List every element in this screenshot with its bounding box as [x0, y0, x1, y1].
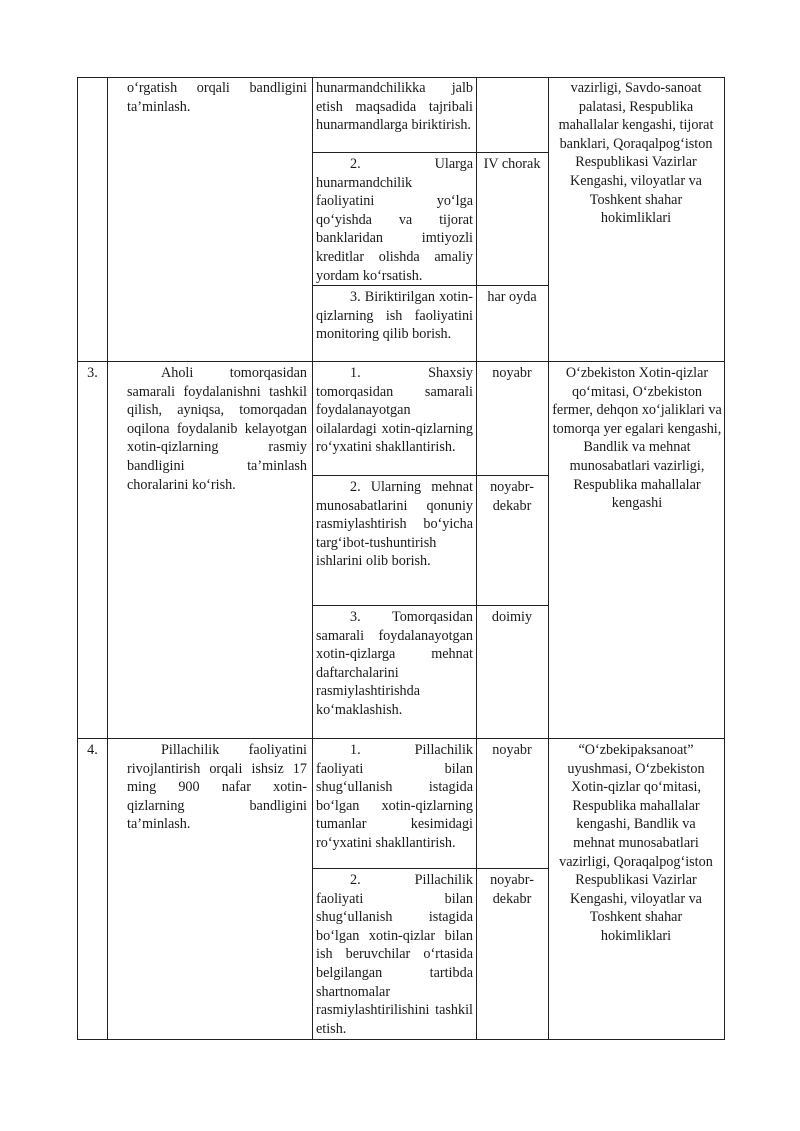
deadline-cell: IV chorak	[483, 156, 541, 172]
measure-cell: 3. Tomorqasidan samarali foydalanayotgan xotin-qizlarga mehnat daftarchalarini rasmiylashtirishda ko‘maklashish.	[316, 609, 473, 718]
action-cell: o‘rgatish orqali bandligini ta’minlash.	[127, 80, 307, 115]
measure-cell: 3. Biriktirilgan xotin-qizlarning ish faoliyatini monitoring qilib borish.	[316, 289, 473, 343]
action-cell: Pillachilik faoliyatini rivojlantirish orqali ishsiz 17 ming 900 nafar xotin-qizlarning bandligini ta’minlash.	[127, 742, 307, 833]
measure-cell: 2. Ularga hunarmandchilik faoliyatini yo‘lga qo‘yishda va tijorat banklaridan imtiyozli kreditlar olishda amaliy yordam ko‘rsatish.	[316, 156, 473, 284]
table-border-bottom	[77, 1039, 725, 1040]
deadline-cell: doimiy	[491, 609, 533, 625]
deadline-cell: noyabr-dekabr	[490, 479, 534, 514]
action-cell: Aholi tomorqasidan samarali foydalanishni tashkil qilish, ayniqsa, tomorqadan oqilona foydalanib kelayotgan xotin-qizlarning rasmiy bandligini ta’minlash choralarini ko‘rish.	[127, 365, 307, 493]
measure-cell: 2. Pillachilik faoliyati bilan shug‘ullanish istagida bo‘lgan xotin-qizlar bilan ish beruvchilar o‘rtasida belgilangan tartibda shartnomalar rasmiylashtirilishini tashkil etish.	[316, 872, 473, 1037]
deadline-cell: har oyda	[487, 289, 537, 305]
row-number: 3.	[87, 365, 98, 381]
measure-cell: 1. Shaxsiy tomorqasidan samarali foydalanayotgan oilalardagi xotin-qizlarning ro‘yxatini shakllantirish.	[316, 365, 473, 456]
deadline-cell: noyabr	[492, 365, 532, 381]
measure-cell: 1. Pillachilik faoliyati bilan shug‘ullanish istagida bo‘lgan xotin-qizlarning tumanlar kesimidagi ro‘yxatini shakllantirish.	[316, 742, 473, 851]
responsible-cell: vazirligi, Savdo-sanoat palatasi, Respublika mahallalar kengashi, tijorat banklari, Qoraqalpog‘iston Respublikasi Vazirlar Kengashi, viloyatlar va Toshkent shahar hokimliklari	[558, 80, 714, 227]
deadline-cell: noyabr-dekabr	[490, 872, 534, 907]
responsible-cell: “O‘zbekipaksanoat” uyushmasi, O‘zbekiston Xotin-qizlar qo‘mitasi, Respublika mahallalar kengashi, Bandlik va mehnat munosabatlari vazirligi, Qoraqalpog‘iston Respublikasi Vazirlar Kengashi, viloyatlar va Toshkent shahar hokimliklari	[559, 742, 713, 944]
responsible-cell: O‘zbekiston Xotin-qizlar qo‘mitasi, O‘zbekiston fermer, dehqon xo‘jaliklari va tomorqa yer egalari kengashi, Bandlik va mehnat munosabatlari vazirligi, Respublika mahallalar kengashi	[552, 365, 722, 512]
column-divider-num	[107, 77, 108, 1040]
column-divider-measure	[476, 77, 477, 1040]
row-separator-3	[77, 361, 725, 362]
subrow-separator	[312, 152, 548, 153]
subrow-separator	[312, 868, 548, 869]
column-divider-action	[312, 77, 313, 1040]
table-border-right	[724, 77, 725, 1040]
table-border-left	[77, 77, 78, 1040]
column-divider-deadline	[548, 77, 549, 1040]
subrow-separator	[312, 475, 548, 476]
subrow-separator	[312, 605, 548, 606]
measure-cell: hunarmandchilikka jalb etish maqsadida tajribali hunarmandlarga biriktirish.	[316, 80, 473, 134]
deadline-cell: noyabr	[492, 742, 532, 758]
row-number: 4.	[87, 742, 98, 758]
row-separator-4	[77, 738, 725, 739]
measure-cell: 2. Ularning mehnat munosabatlarini qonuniy rasmiylashtirish bo‘yicha targ‘ibot-tushuntirish ishlarini olib borish.	[316, 479, 473, 570]
table-border-top	[77, 77, 725, 78]
